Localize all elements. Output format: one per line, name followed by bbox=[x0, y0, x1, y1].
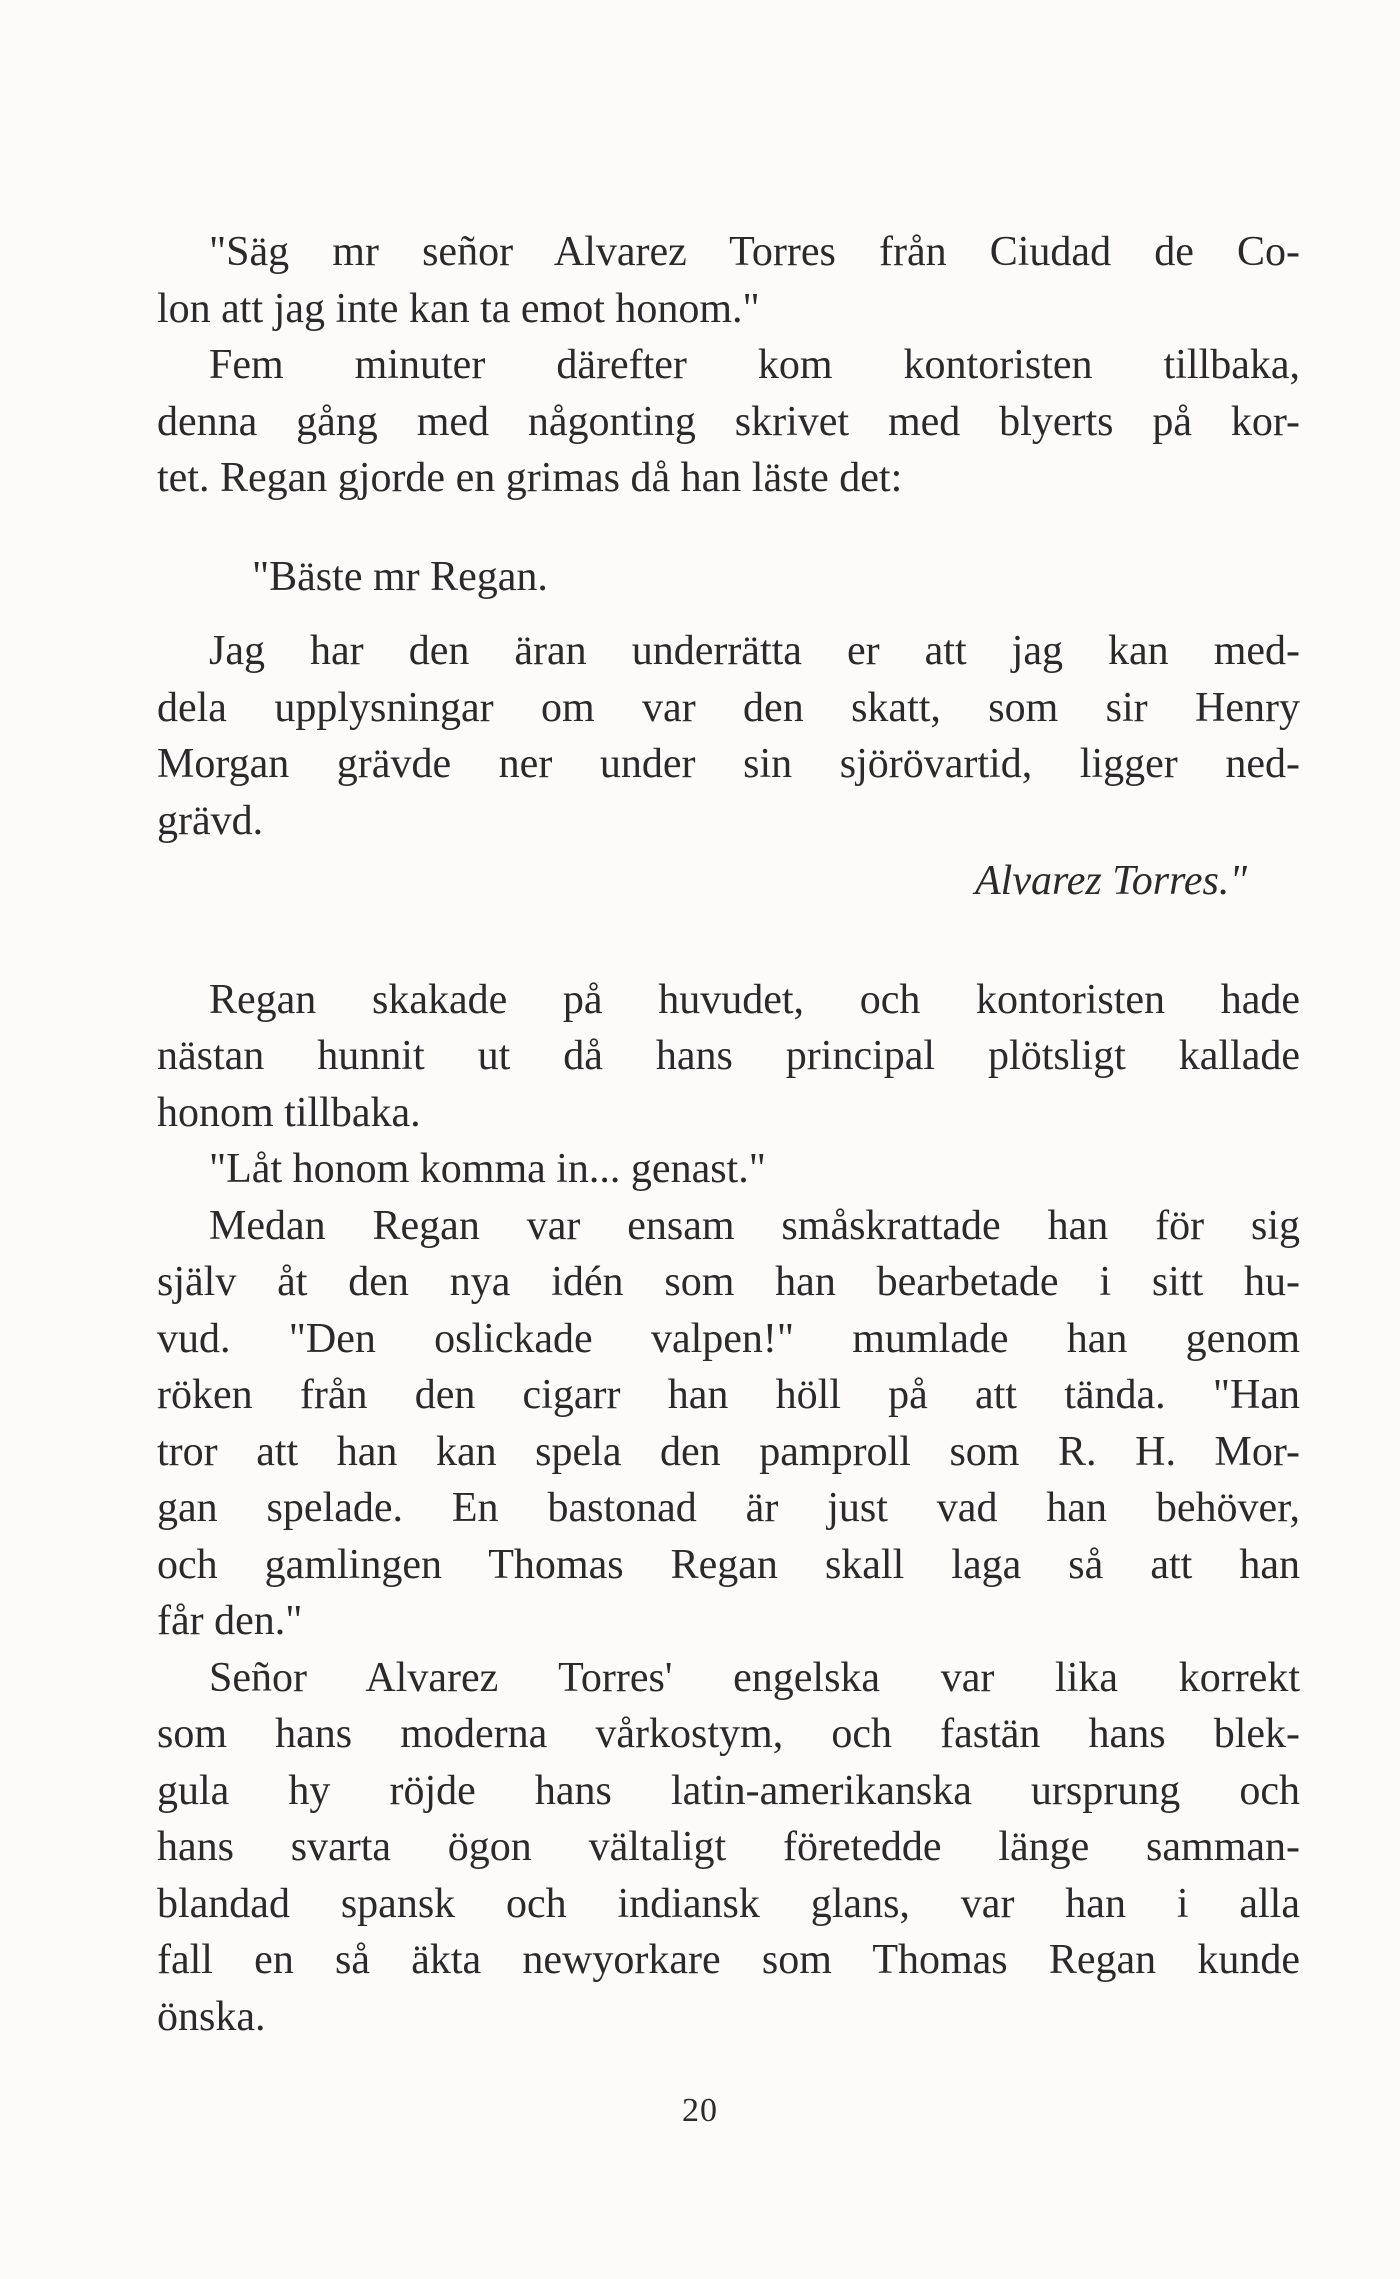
text-line: tror att han kan spela den pamproll som R. H. Mor- bbox=[157, 1428, 1300, 1475]
text-line: Regan skakade på huvudet, och kontoristen hade bbox=[209, 976, 1300, 1023]
text-line: gula hy röjde hans latin-amerikanska ursprung och bbox=[157, 1767, 1300, 1814]
letter-line: Morgan grävde ner under sin sjörövartid, ligger ned- bbox=[157, 741, 1300, 787]
text-line: hans svarta ögon vältaligt företedde länge samman- bbox=[157, 1824, 1300, 1870]
text-line: denna gång med någonting skrivet med blyerts på kor- bbox=[157, 398, 1300, 445]
letter-salutation: "Bäste mr Regan. bbox=[252, 553, 548, 600]
text-line: önska. bbox=[157, 1993, 266, 2040]
text-line: "Säg mr señor Alvarez Torres från Ciudad de Co- bbox=[209, 229, 1300, 275]
text-line: Fem minuter därefter kom kontoristen tillbaka, bbox=[209, 342, 1300, 388]
text-line: får den." bbox=[157, 1598, 303, 1644]
letter-signature: Alvarez Torres." bbox=[975, 858, 1247, 904]
text-line: gan spelade. En bastonad är just vad han behöver, bbox=[157, 1485, 1300, 1531]
text-line: blandad spansk och indiansk glans, var han i alla bbox=[157, 1880, 1300, 1927]
text-line: och gamlingen Thomas Regan skall laga så att han bbox=[157, 1541, 1300, 1588]
letter-line: dela upplysningar om var den skatt, som sir Henry bbox=[157, 684, 1300, 731]
text-line: "Låt honom komma in... genast." bbox=[209, 1146, 766, 1192]
text-line: nästan hunnit ut då hans principal plötsligt kallade bbox=[157, 1033, 1300, 1079]
letter-line: grävd. bbox=[157, 797, 264, 844]
text-line: tet. Regan gjorde en grimas då han läste det: bbox=[157, 455, 903, 501]
text-line: Señor Alvarez Torres' engelska var lika korrekt bbox=[209, 1654, 1300, 1701]
text-line: honom tillbaka. bbox=[157, 1089, 421, 1136]
text-line: som hans moderna vårkostym, och fastän hans blek- bbox=[157, 1711, 1300, 1757]
text-line: själv åt den nya idén som han bearbetade i sitt hu- bbox=[157, 1259, 1300, 1305]
letter-line: Jag har den äran underrätta er att jag kan med- bbox=[209, 628, 1300, 674]
text-line: vud. "Den oslickade valpen!" mumlade han genom bbox=[157, 1315, 1300, 1362]
text-line: röken från den cigarr han höll på att tända. "Han bbox=[157, 1372, 1300, 1418]
text-line: Medan Regan var ensam småskrattade han för sig bbox=[209, 1202, 1300, 1249]
text-line: lon att jag inte kan ta emot honom." bbox=[157, 285, 760, 332]
text-line: fall en så äkta newyorkare som Thomas Regan kunde bbox=[157, 1937, 1300, 1983]
body-text bbox=[157, 224, 1300, 2045]
page-number: 20 bbox=[682, 2092, 718, 2129]
